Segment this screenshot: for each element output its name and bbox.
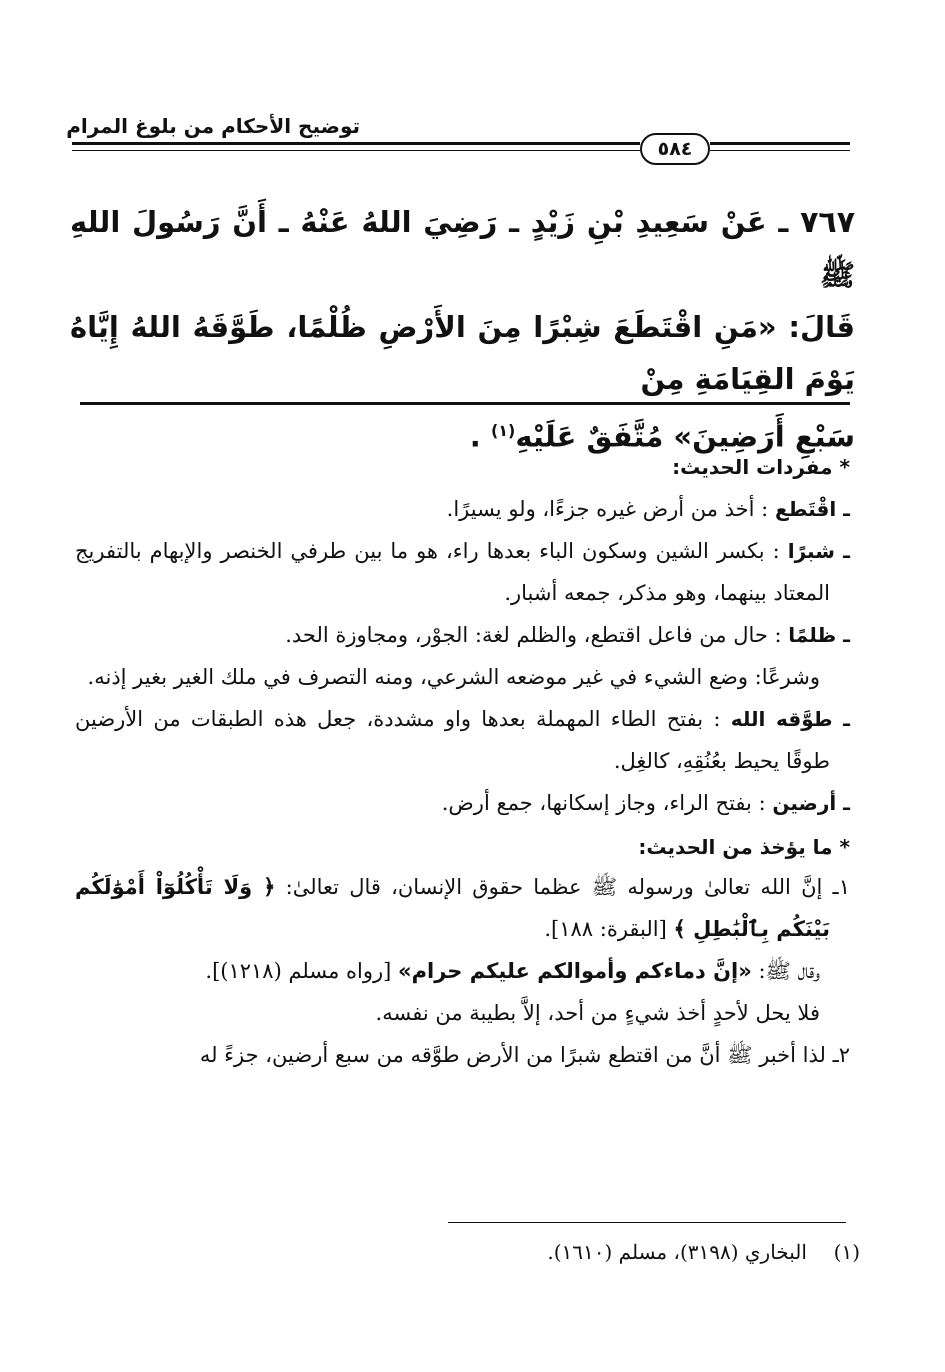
running-title: توضيح الأحكام من بلوغ المرام — [66, 114, 360, 138]
vocab-term: ـ أرضين — [772, 791, 850, 815]
section-divider — [80, 402, 850, 405]
vocab-item — [75, 530, 850, 614]
vocab-term: ـ طوَّقه الله — [730, 707, 850, 731]
hadith-line-1 — [70, 196, 855, 301]
hadith-quote: «إنَّ دماءكم وأموالكم عليكم حرام» — [398, 959, 752, 983]
vocabulary-heading: * مفردات الحديث: — [672, 455, 850, 479]
lesson-item: فلا يحل لأحدٍ أخذ شيءٍ من أحد، إلاَّ بطيبة من نفسه. — [375, 1001, 820, 1025]
hadith-line-2: قَالَ: «مَنِ اقْتَطَعَ شِبْرًا مِنَ الأَرْضِ ظُلْمًا، طَوَّقَهُ اللهُ إِيَّاهُ يَوْمَ القِيَامَةِ مِنْ — [70, 310, 855, 396]
hadith-number-dash: ـ — [766, 205, 789, 239]
lesson-text: وقال ﷺ: — [758, 959, 820, 983]
hadith-text — [70, 196, 855, 463]
vocab-text: : بفتح الطاء المهملة بعدها واو مشددة، جعل هذه الطبقات من الأرضين طوقًا يحيط بعُنُقِهِ، كالغِل. — [75, 707, 830, 773]
header-rule-left — [72, 142, 640, 156]
footnote-marker: (١) — [833, 1240, 860, 1264]
vocab-item — [75, 614, 850, 656]
vocab-item — [75, 782, 850, 824]
vocab-text: : أخذ من أرض غيره جزءًا، ولو يسيرًا. — [446, 497, 769, 521]
header-rule-right — [710, 142, 850, 156]
vocab-term: ـ اقْتَطع — [774, 497, 850, 521]
vocab-term: ـ شبرًا — [787, 539, 850, 563]
vocab-item — [75, 656, 850, 698]
footnote-ref: (١) — [490, 421, 516, 440]
commentary — [75, 452, 850, 1076]
quran-quote: ﴿ وَلَا تَأْكُلُوٓاْ أَمْوَٰلَكُم بَيْنَكُم بِٱلْبَٰطِلِ ﴾ — [75, 875, 830, 941]
vocab-item — [75, 488, 850, 530]
vocab-text: وشرعًا: وضع الشيء في غير موضعه الشرعي، ومنه التصرف في ملك الغير بغير إذنه. — [87, 665, 820, 689]
vocab-text: : بفتح الراء، وجاز إسكانها، جمع أرض. — [441, 791, 766, 815]
lessons-heading: * ما يؤخذ من الحديث: — [638, 835, 850, 859]
hadith-number: ٧٦٧ — [800, 205, 856, 240]
vocab-text: : بكسر الشين وسكون الباء بعدها راء، هو ما بين طرفي الخنصر والإبهام بالتفريج المعتاد بينهما، وهو مذكر، جمعه أشبار. — [75, 539, 830, 605]
lesson-item — [75, 950, 850, 992]
quran-reference: [البقرة: ١٨٨]. — [544, 917, 667, 941]
footnote — [430, 1240, 860, 1264]
hadith-reference: [رواه مسلم (١٢١٨)]. — [205, 959, 392, 983]
hadith-line-1-text: عَنْ سَعِيدِ بْنِ زَيْدٍ ـ رَضِيَ اللهُ عَنْهُ ـ أَنَّ رَسُولَ اللهِ ﷺ — [70, 205, 855, 292]
hadith-line-3-text: سَبْعِ أَرَضِينَ» مُتَّفَقٌ عَلَيْهِ — [515, 419, 855, 454]
lesson-item — [75, 866, 850, 950]
footnote-divider — [448, 1222, 846, 1223]
page-number: ٥٨٤ — [640, 133, 710, 165]
lesson-item: ٢ـ لذا أخبر ﷺ أنَّ من اقتطع شبرًا من الأرض طوَّقه من سبع أرضين، جزءً له — [199, 1043, 850, 1067]
footnote-text: البخاري (٣١٩٨)، مسلم (١٦١٠). — [547, 1240, 807, 1264]
hadith-end-mark: . — [469, 419, 481, 454]
lesson-text: ١ـ إنَّ الله تعالىٰ ورسوله ﷺ عظما حقوق الإنسان، قال تعالىٰ: — [285, 875, 850, 899]
vocab-text: : حال من فاعل اقتطع، والظلم لغة: الجوْر، ومجاوزة الحد. — [285, 623, 782, 647]
vocab-item — [75, 698, 850, 782]
vocab-term: ـ ظلمًا — [788, 623, 850, 647]
